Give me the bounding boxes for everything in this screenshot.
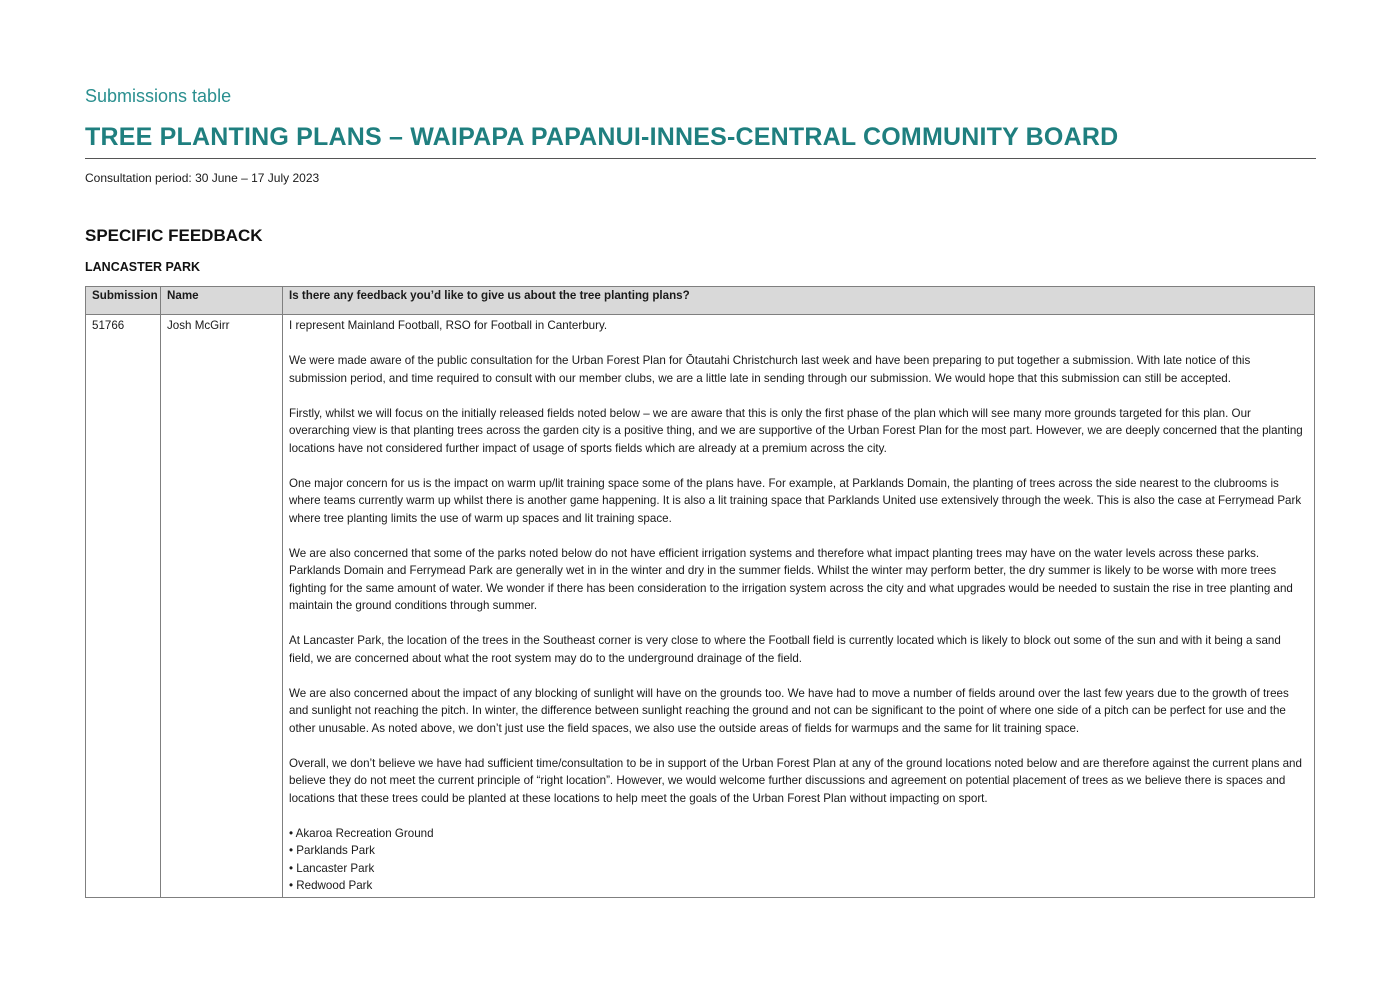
list-item: • Lancaster Park bbox=[289, 861, 375, 875]
feedback-paragraph: I represent Mainland Football, RSO for Football in Canterbury. bbox=[289, 319, 608, 332]
table-header-row bbox=[86, 287, 1315, 315]
feedback-paragraph: At Lancaster Park, the location of the trees in the Southeast corner is very close to where the Football field is currently located which is likely to block out some of the sun and with it being a sand field, we are concerned about what the root system may do to the underground drainage of the field. bbox=[289, 634, 1281, 665]
header-name: Name bbox=[161, 287, 283, 315]
ground-list bbox=[289, 825, 1308, 895]
feedback-paragraph: Overall, we don’t believe we have had sufficient time/consultation to be in support of the Urban Forest Plan at any of the ground locations noted below and are therefore against the current plans and believe they do not meet the current principle of “right location”. However, we would welcome further discussions and agreement on potential placement of trees as we believe there is spaces and locations that these trees could be planted at these locations to help meet the goals of the Urban Forest Plan without impacting on sport. bbox=[289, 756, 1302, 805]
table-row bbox=[86, 315, 1315, 898]
header-submission: Submission bbox=[86, 287, 161, 315]
feedback-paragraph: We are also concerned about the impact of any blocking of sunlight will have on the grounds too. We have had to move a number of fields around over the last few years due to the growth of trees and sunlight not reaching the pitch. In winter, the difference between sunlight reaching the ground and not can be significant to the point of where one side of a pitch can be perfect for use and the other unusable. As noted above, we don’t just use the field spaces, we also use the outside areas of fields for warmups and the same for lit training space. bbox=[289, 686, 1289, 735]
feedback-paragraph: We were made aware of the public consultation for the Urban Forest Plan for Ōtautahi Christchurch last week and have been preparing to put together a submission. With late notice of this submission period, and time required to consult with our member clubs, we are a little late in sending through our submission. We would hope that this submission can still be accepted. bbox=[289, 354, 1251, 385]
list-item: • Parklands Park bbox=[289, 844, 375, 857]
cell-feedback bbox=[283, 315, 1315, 898]
submissions-table bbox=[85, 286, 1315, 898]
document-title: TREE PLANTING PLANS – WAIPAPA PAPANUI-INNES-CENTRAL COMMUNITY BOARD bbox=[85, 123, 1119, 151]
title-divider bbox=[85, 158, 1316, 159]
feedback-paragraph: One major concern for us is the impact on warm up/lit training space some of the plans have. For example, at Parklands Domain, the planting of trees across the side nearest to the clubrooms is where teams currently warm up whilst there is another game happening. It is also a lit training space that Parklands United use extensively through the week. This is also the case at Ferrymead Park where tree planting limits the use of warm up spaces and lit training space. bbox=[289, 476, 1302, 525]
feedback-paragraph: We are also concerned that some of the parks noted below do not have efficient irrigation systems and therefore what impact planting trees may have on the water levels across these parks. Parklands Domain and Ferrymead Park are generally wet in in the winter and dry in the summer fields. Whilst the winter may perform better, the dry summer is likely to be worse with more trees fighting for the same amount of water. We wonder if there has been consideration to the irrigation system across the city and what upgrades would be needed to sustain the rise in tree planting and maintain the ground conditions through summer. bbox=[289, 546, 1293, 612]
park-heading: LANCASTER PARK bbox=[85, 260, 201, 274]
header-question: Is there any feedback you’d like to give us about the tree planting plans? bbox=[283, 287, 1315, 315]
section-heading: SPECIFIC FEEDBACK bbox=[85, 226, 263, 245]
feedback-paragraph: Firstly, whilst we will focus on the initially released fields noted below – we are aware that this is only the first phase of the plan which will see many more grounds targeted for this plan. Our overarching view is that planting trees across the garden city is a positive thing, and we are supportive of the Urban Forest Plan for the most part. However, we are deeply concerned that the planting locations have not considered further impact of usage of sports fields which are already at a premium across the city. bbox=[289, 406, 1303, 455]
list-item: • Akaroa Recreation Ground bbox=[289, 826, 434, 840]
cell-submitter-name: Josh McGirr bbox=[161, 315, 283, 898]
document-type-label: Submissions table bbox=[85, 86, 232, 106]
cell-submission-id: 51766 bbox=[86, 315, 161, 898]
consultation-period: Consultation period: 30 June – 17 July 2023 bbox=[85, 171, 320, 185]
list-item: • Redwood Park bbox=[289, 879, 373, 892]
